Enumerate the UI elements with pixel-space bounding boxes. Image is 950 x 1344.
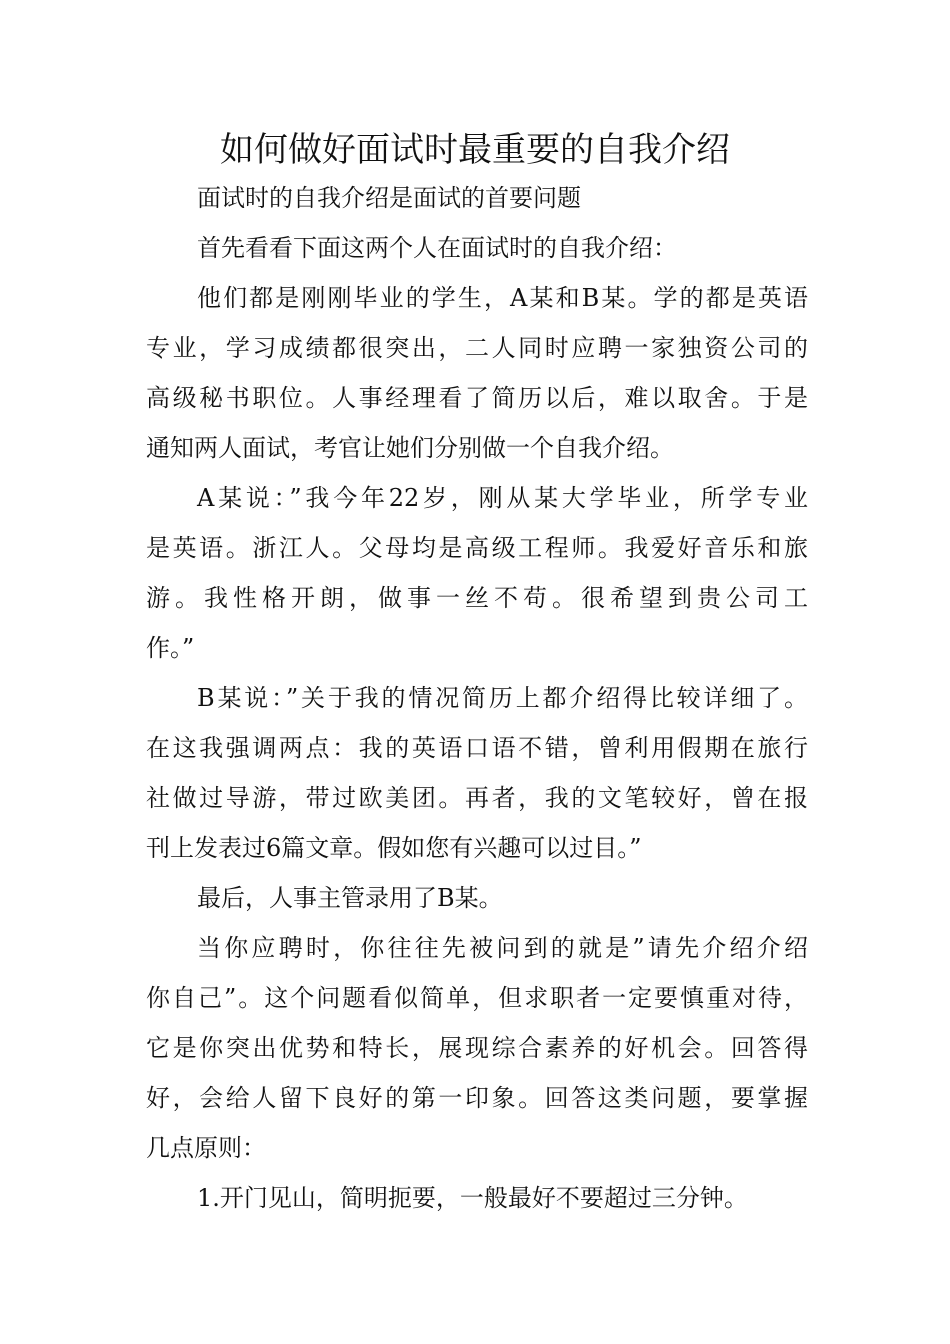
text-line: 面试时的自我介绍是面试的首要问题	[197, 184, 581, 212]
text-line: 当你应聘时，你往往先被问到的就是”请先介绍介绍	[197, 934, 808, 962]
text-line: 好，会给人留下良好的第一印象。回答这类问题，要掌握	[146, 1084, 808, 1112]
paragraph	[146, 473, 808, 673]
text-line: 他们都是刚刚毕业的学生，A某和B某。学的都是英语	[197, 284, 808, 312]
text-line: 专业，学习成绩都很突出，二人同时应聘一家独资公司的	[146, 334, 808, 362]
text-line: 社做过导游，带过欧美团。再者，我的文笔较好，曾在报	[146, 784, 808, 812]
paragraph	[146, 923, 808, 1173]
paragraph	[146, 273, 808, 473]
document-title: 如何做好面试时最重要的自我介绍	[220, 130, 730, 170]
text-line: A某说：”我今年22岁，刚从某大学毕业，所学专业	[197, 484, 808, 512]
paragraph	[146, 173, 808, 223]
paragraph	[146, 673, 808, 873]
text-line: 刊上发表过6篇文章。假如您有兴趣可以过目。”	[146, 834, 642, 862]
text-line: 最后，人事主管录用了B某。	[197, 884, 503, 912]
text-line: 1.开门见山，简明扼要，一般最好不要超过三分钟。	[197, 1184, 748, 1212]
text-line: 在这我强调两点：我的英语口语不错，曾利用假期在旅行	[146, 734, 808, 762]
paragraph	[146, 223, 808, 273]
text-line: 高级秘书职位。人事经理看了简历以后，难以取舍。于是	[146, 384, 808, 412]
document-body	[146, 173, 808, 1223]
text-line: B某说：”关于我的情况简历上都介绍得比较详细了。	[197, 684, 808, 712]
paragraph	[146, 873, 808, 923]
text-line: 是英语。浙江人。父母均是高级工程师。我爱好音乐和旅	[146, 534, 808, 562]
text-line: 你自己”。这个问题看似简单，但求职者一定要慎重对待，	[146, 984, 808, 1012]
text-line: 通知两人面试，考官让她们分别做一个自我介绍。	[146, 434, 674, 462]
text-line: 几点原则：	[146, 1134, 266, 1162]
text-line: 首先看看下面这两个人在面试时的自我介绍：	[197, 234, 677, 262]
text-line: 作。”	[146, 634, 195, 662]
text-line: 游。我性格开朗，做事一丝不苟。很希望到贵公司工	[146, 584, 808, 612]
paragraph	[146, 1173, 808, 1223]
text-line: 它是你突出优势和特长，展现综合素养的好机会。回答得	[146, 1034, 808, 1062]
